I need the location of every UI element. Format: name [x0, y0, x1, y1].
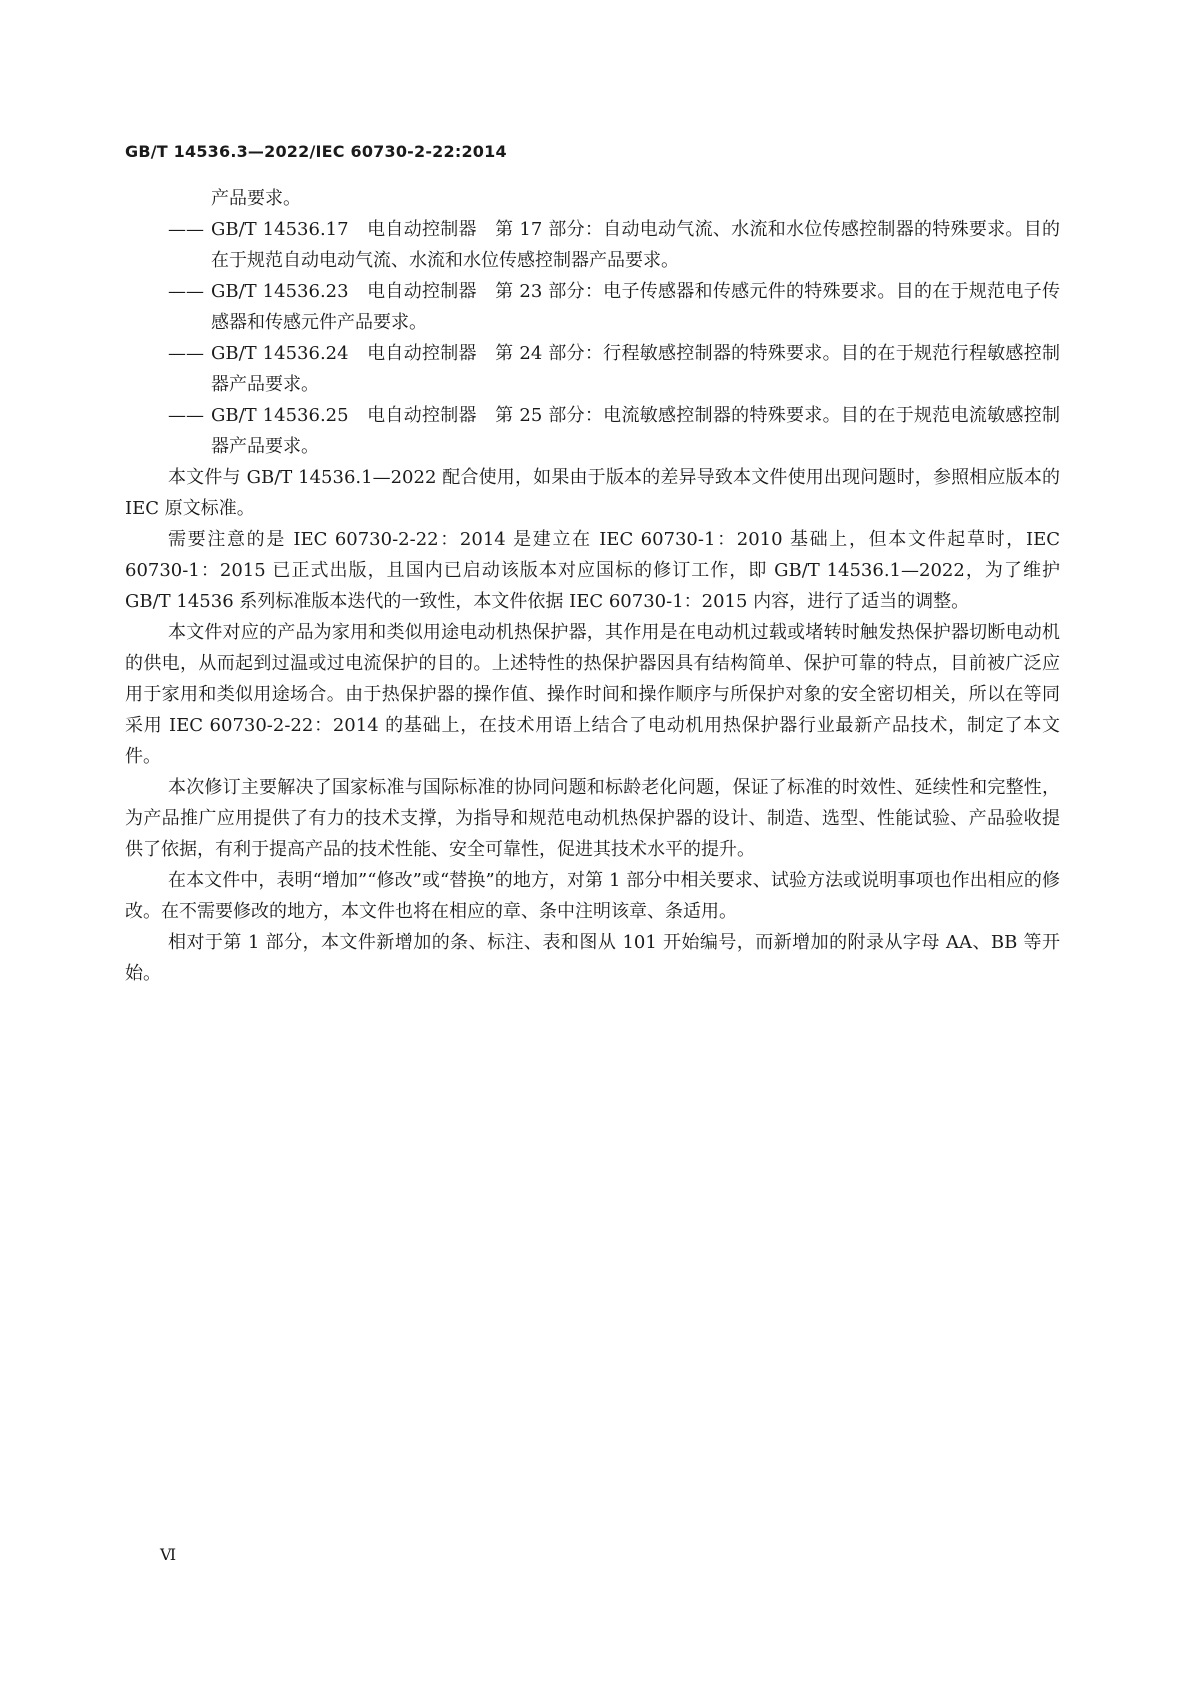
- paragraph: 本次修订主要解决了国家标准与国际标准的协同问题和标龄老化问题，保证了标准的时效性、延续性和完整性，为产品推广应用提供了有力的技术支撑，为指导和规范电动机热保护器的设计、制造、选型、性能试验、产品验收提供了依据，有利于提高产品的技术性能、安全可靠性，促进其技术水平的提升。: [125, 777, 1060, 860]
- paragraph: 本文件与 GB/T 14536.1—2022 配合使用，如果由于版本的差异导致本文件使用出现问题时，参照相应版本的 IEC 原文标准。: [125, 467, 1060, 519]
- paragraph: 在本文件中，表明“增加”“修改”或“替换”的地方，对第 1 部分中相关要求、试验方法或说明事项也作出相应的修改。在不需要修改的地方，本文件也将在相应的章、条中注明该章、条适用。: [125, 870, 1060, 922]
- list-dash: ——: [168, 219, 204, 240]
- paragraph: 需要注意的是 IEC 60730-2-22：2014 是建立在 IEC 60730-1：2010 基础上，但本文件起草时，IEC 60730-1：2015 已正式出版，且国内已启动该版本对应国标的修订工作，即 GB/T 14536.1—2022，为了维护 GB/T 14536 系列标准版本迭代的一致性，本文件依据 IEC 60730-1：2015 内容，进行了适当的调整。: [125, 529, 1060, 612]
- list-item: [125, 338, 1060, 400]
- list-dash: ——: [168, 281, 204, 302]
- page-header-standard-id: GB/T 14536.3—2022/IEC 60730-2-22:2014: [125, 142, 507, 161]
- list-dash: ——: [168, 343, 204, 364]
- list-item-text: GB/T 14536.24 电自动控制器 第 24 部分：行程敏感控制器的特殊要求。目的在于规范行程敏感控制器产品要求。: [211, 343, 1060, 395]
- paragraph: 相对于第 1 部分，本文件新增加的条、标注、表和图从 101 开始编号，而新增加的附录从字母 AA、BB 等开始。: [125, 932, 1060, 984]
- list-item: [125, 400, 1060, 462]
- list-item-text: GB/T 14536.17 电自动控制器 第 17 部分：自动电动气流、水流和水位传感控制器的特殊要求。目的在于规范自动电动气流、水流和水位传感控制器产品要求。: [211, 219, 1060, 271]
- list-item-text: GB/T 14536.23 电自动控制器 第 23 部分：电子传感器和传感元件的特殊要求。目的在于规范电子传感器和传感元件产品要求。: [211, 281, 1060, 333]
- paragraph: 本文件对应的产品为家用和类似用途电动机热保护器，其作用是在电动机过载或堵转时触发热保护器切断电动机的供电，从而起到过温或过电流保护的目的。上述特性的热保护器因具有结构简单、保护可靠的特点，目前被广泛应用于家用和类似用途场合。由于热保护器的操作值、操作时间和操作顺序与所保护对象的安全密切相关，所以在等同采用 IEC 60730-2-22：2014 的基础上，在技术用语上结合了电动机用热保护器行业最新产品技术，制定了本文件。: [125, 622, 1060, 767]
- page-number: Ⅵ: [160, 1545, 177, 1564]
- continuation-text: 产品要求。: [211, 188, 301, 209]
- list-item: [125, 214, 1060, 276]
- list-dash: ——: [168, 405, 204, 426]
- list-item: [125, 276, 1060, 338]
- document-body: [125, 183, 1060, 989]
- list-item-text: GB/T 14536.25 电自动控制器 第 25 部分：电流敏感控制器的特殊要求。目的在于规范电流敏感控制器产品要求。: [211, 405, 1060, 457]
